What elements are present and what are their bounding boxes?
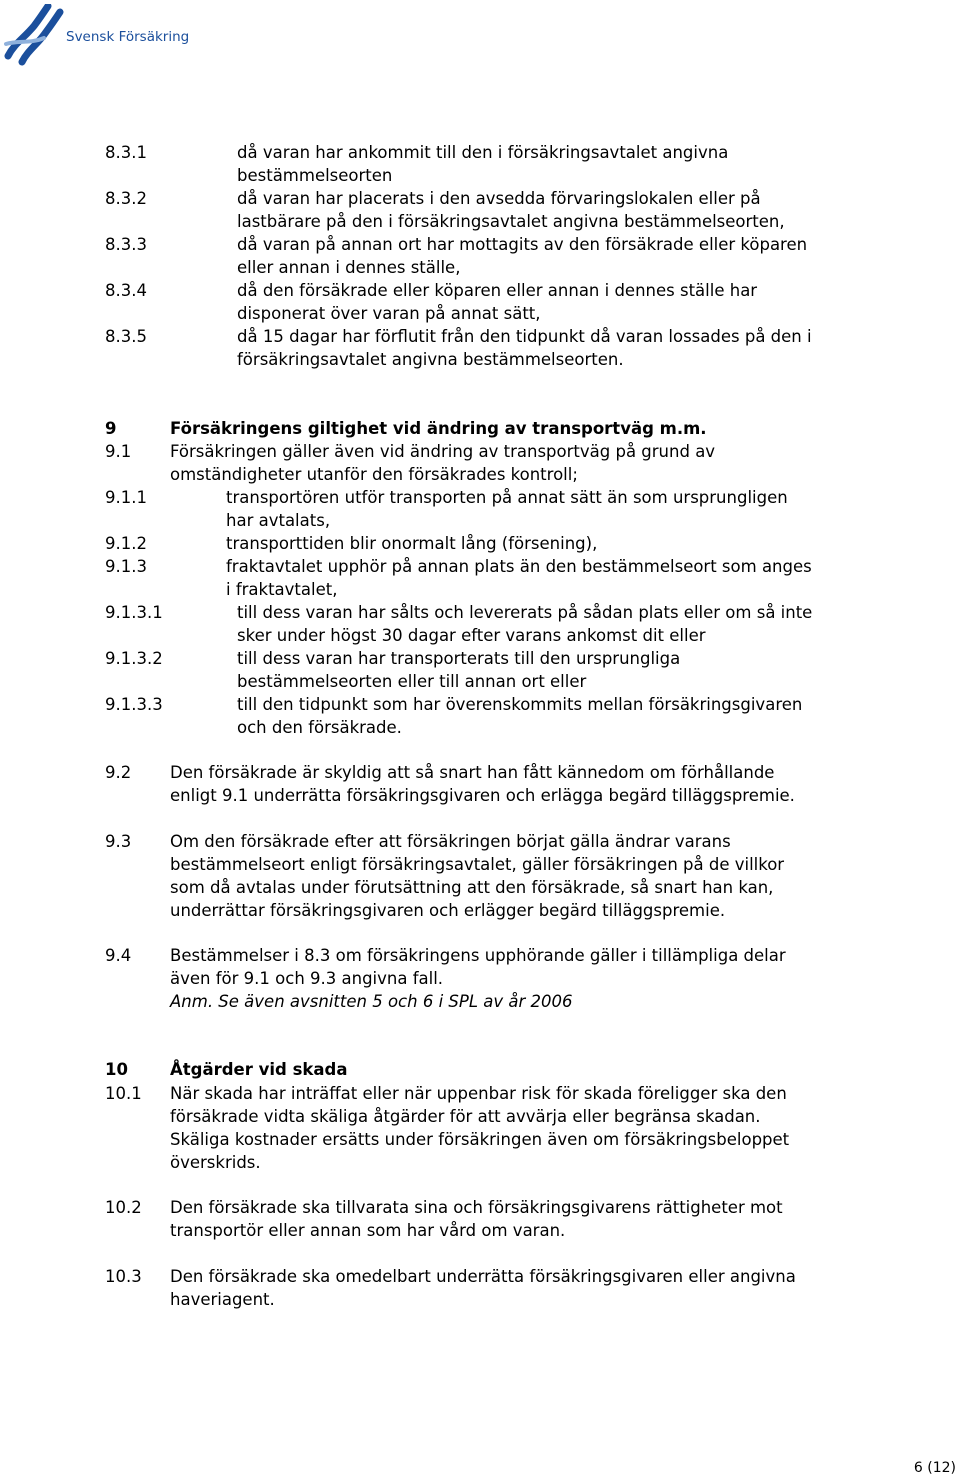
brand-name: Svensk Försäkring bbox=[66, 29, 190, 45]
clause-text: då varan har placerats i den avsedda förvaringslokalen eller på bbox=[237, 189, 761, 208]
clause-text: då 15 dagar har förflutit från den tidpunkt då varan lossades på den i bbox=[237, 327, 812, 346]
clause-text: som då avtalas under förutsättning att den försäkrade, så snart han kan, bbox=[170, 878, 774, 897]
clause-text: fraktavtalet upphör på annan plats än den bestämmelseort som anges bbox=[226, 557, 812, 576]
clause-number: 8.3.3 bbox=[105, 235, 147, 254]
clause-number: 9.1 bbox=[105, 442, 132, 461]
clause-text: omständigheter utanför den försäkrades kontroll; bbox=[170, 465, 578, 484]
clause-text: försäkringsavtalet angivna bestämmelseorten. bbox=[237, 350, 624, 369]
clause-text: till dess varan har sålts och levererats på sådan plats eller om så inte bbox=[237, 603, 813, 622]
clause-text: bestämmelseorten bbox=[237, 166, 393, 185]
clause-number: 9.1.3.2 bbox=[105, 649, 163, 668]
clause-text: bestämmelseort enligt försäkringsavtalet, gäller försäkringen på de villkor bbox=[170, 855, 785, 874]
clause-text: sker under högst 30 dagar efter varans ankomst dit eller bbox=[237, 626, 706, 645]
section-number: 10 bbox=[105, 1060, 128, 1079]
clause-text: haveriagent. bbox=[170, 1290, 275, 1309]
clause-text: transportör eller annan som har vård om varan. bbox=[170, 1221, 566, 1240]
clause-text: transporttiden blir onormalt lång (försening), bbox=[226, 534, 598, 553]
clause-text: Skäliga kostnader ersätts under försäkringen även om försäkringsbeloppet bbox=[170, 1130, 790, 1149]
section-number: 9 bbox=[105, 419, 117, 438]
clause-text: Försäkringen gäller även vid ändring av transportväg på grund av bbox=[170, 442, 716, 461]
stylized-double-s-wave-icon bbox=[4, 4, 64, 66]
clause-text: och den försäkrade. bbox=[237, 718, 402, 737]
clause-number: 9.1.3.1 bbox=[105, 603, 163, 622]
clause-text: till dess varan har transporterats till den ursprungliga bbox=[237, 649, 681, 668]
clause-text: transportören utför transporten på annat sätt än som ursprungligen bbox=[226, 488, 788, 507]
clause-number: 9.1.3 bbox=[105, 557, 147, 576]
section-heading: Åtgärder vid skada bbox=[170, 1060, 348, 1079]
clause-number: 9.1.1 bbox=[105, 488, 147, 507]
clause-number: 9.4 bbox=[105, 946, 132, 965]
clause-number: 10.2 bbox=[105, 1198, 142, 1217]
clause-text: Bestämmelser i 8.3 om försäkringens upphörande gäller i tillämpliga delar bbox=[170, 946, 786, 965]
clause-note: Anm. Se även avsnitten 5 och 6 i SPL av år 2006 bbox=[170, 992, 573, 1011]
clause-text: Den försäkrade ska omedelbart underrätta försäkringsgivaren eller angivna bbox=[170, 1267, 796, 1286]
clause-number: 9.2 bbox=[105, 763, 132, 782]
clause-text: har avtalats, bbox=[226, 511, 331, 530]
clause-text: Den försäkrade är skyldig att så snart han fått kännedom om förhållande bbox=[170, 763, 775, 782]
clause-text: då den försäkrade eller köparen eller annan i dennes ställe har bbox=[237, 281, 758, 300]
clause-text: då varan har ankommit till den i försäkringsavtalet angivna bbox=[237, 143, 729, 162]
clause-text: disponerat över varan på annat sätt, bbox=[237, 304, 541, 323]
clause-number: 10.3 bbox=[105, 1267, 142, 1286]
clause-text: överskrids. bbox=[170, 1153, 261, 1172]
clause-number: 9.1.2 bbox=[105, 534, 147, 553]
clause-text: lastbärare på den i försäkringsavtalet angivna bestämmelseorten, bbox=[237, 212, 785, 231]
clause-text: underrättar försäkringsgivaren och erlägger begärd tilläggspremie. bbox=[170, 901, 726, 920]
clause-number: 8.3.2 bbox=[105, 189, 147, 208]
clause-number: 9.1.3.3 bbox=[105, 695, 163, 714]
clause-text: i fraktavtalet, bbox=[226, 580, 338, 599]
clause-text: då varan på annan ort har mottagits av den försäkrade eller köparen bbox=[237, 235, 808, 254]
clause-number: 10.1 bbox=[105, 1084, 142, 1103]
company-logo bbox=[4, 4, 190, 64]
clause-text: Den försäkrade ska tillvarata sina och försäkringsgivarens rättigheter mot bbox=[170, 1198, 783, 1217]
clause-text: eller annan i dennes ställe, bbox=[237, 258, 461, 277]
clause-number: 9.3 bbox=[105, 832, 132, 851]
clause-number: 8.3.1 bbox=[105, 143, 147, 162]
clause-number: 8.3.5 bbox=[105, 327, 147, 346]
section-heading: Försäkringens giltighet vid ändring av transportväg m.m. bbox=[170, 419, 707, 438]
clause-text: Om den försäkrade efter att försäkringen börjat gälla ändrar varans bbox=[170, 832, 731, 851]
clause-text: till den tidpunkt som har överenskommits mellan försäkringsgivaren bbox=[237, 695, 803, 714]
clause-number: 8.3.4 bbox=[105, 281, 147, 300]
clause-text: försäkrade vidta skäliga åtgärder för att avvärja eller begränsa skadan. bbox=[170, 1107, 761, 1126]
page-number: 6 (12) bbox=[913, 1460, 956, 1476]
clause-text: enligt 9.1 underrätta försäkringsgivaren och erlägga begärd tilläggspremie. bbox=[170, 786, 795, 805]
clause-text: även för 9.1 och 9.3 angivna fall. bbox=[170, 969, 444, 988]
clause-text: bestämmelseorten eller till annan ort eller bbox=[237, 672, 587, 691]
clause-text: När skada har inträffat eller när uppenbar risk för skada föreligger ska den bbox=[170, 1084, 787, 1103]
